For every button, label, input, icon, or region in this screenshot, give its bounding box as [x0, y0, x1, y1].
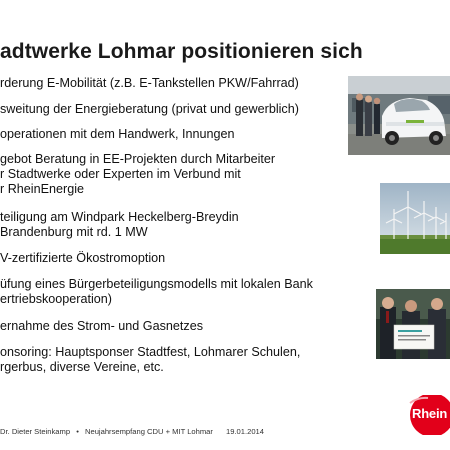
bullet-line: teiligung am Windpark Heckelberg-Breydin [0, 210, 239, 224]
bullet-item [0, 251, 165, 266]
wind-park-photo [380, 183, 450, 254]
electric-car-photo [348, 76, 450, 155]
slide-title: adtwerke Lohmar positionieren sich [0, 40, 363, 63]
award-photo [376, 289, 450, 359]
bullet-item [0, 210, 239, 240]
bullet-line: üfung eines Bürgerbeteiligungsmodells mit lokalen Bank [0, 277, 313, 291]
bullet-line: r Stadtwerke oder Experten im Verbund mit [0, 167, 241, 181]
bullet-line: ernahme des Strom- und Gasnetzes [0, 319, 204, 333]
bullet-item [0, 277, 313, 307]
slide-footer [0, 427, 265, 436]
bullet-item [0, 102, 299, 117]
bullet-line: V-zertifizierte Ökostromoption [0, 251, 166, 265]
bullet-line: Brandenburg mit rd. 1 MW [0, 225, 148, 239]
footer-author: Dr. Dieter Steinkamp [0, 427, 71, 436]
bullet-item [0, 345, 300, 375]
bullet-line: ertriebskooperation) [0, 292, 113, 306]
bullet-line: operationen mit dem Handwerk, Innungen [0, 127, 235, 141]
bullet-line: r RheinEnergie [0, 182, 85, 196]
footer-event: Neujahrsempfang CDU + MIT Lohmar [84, 427, 213, 436]
bullet-line: sweitung der Energieberatung (privat und gewerblich) [0, 102, 299, 116]
bullet-item [0, 152, 275, 197]
bullet-item [0, 319, 203, 334]
bullet-item [0, 76, 299, 91]
bullet-line: onsoring: Hauptsponser Stadtfest, Lohmarer Schulen, [0, 345, 301, 359]
bullet-item [0, 127, 235, 142]
bullet-line: rgerbus, diverse Vereine, etc. [0, 360, 164, 374]
footer-date: 19.01.2014 [226, 427, 265, 436]
logo-text: Rhein [412, 406, 448, 421]
rheinenergie-logo [398, 395, 450, 435]
footer-separator: • [76, 427, 79, 436]
bullet-line: rderung E-Mobilität (z.B. E-Tankstellen PKW/Fahrrad) [0, 76, 299, 90]
bullet-line: gebot Beratung in EE-Projekten durch Mitarbeiter [0, 152, 276, 166]
